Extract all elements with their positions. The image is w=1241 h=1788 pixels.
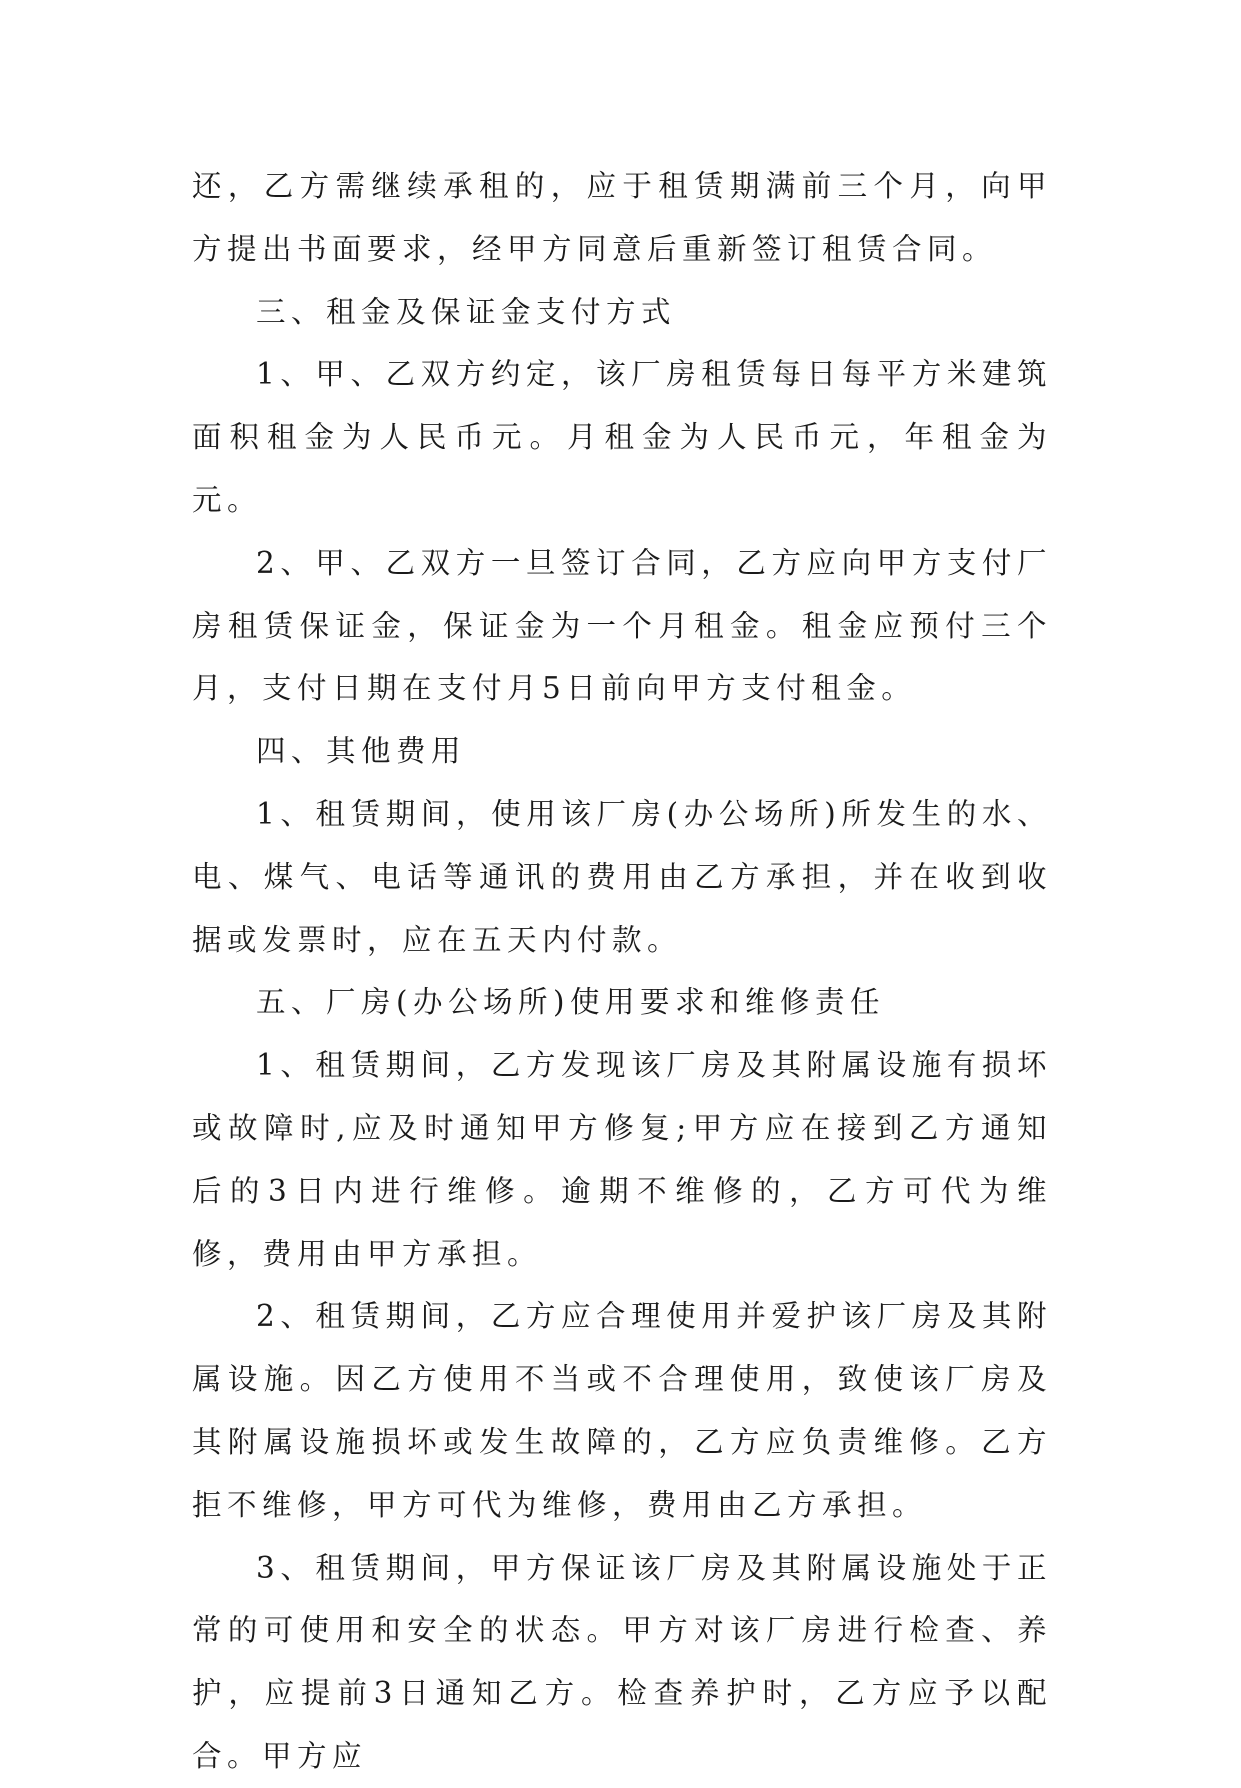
paragraph-deposit-payment: 2、甲、乙双方一旦签订合同，乙方应向甲方支付厂房租赁保证金，保证金为一个月租金。租金应预付三个月，支付日期在支付月5日前向甲方支付租金。 bbox=[192, 545, 1052, 706]
paragraph-utilities: 1、租赁期间，使用该厂房(办公场所)所发生的水、电、煤气、电话等通讯的费用由乙方承担，并在收到收据或发票时，应在五天内付款。 bbox=[192, 796, 1052, 957]
heading-usage-and-maintenance: 五、厂房(办公场所)使用要求和维修责任 bbox=[256, 985, 886, 1020]
paragraph-maintenance-3: 3、租赁期间，甲方保证该厂房及其附属设施处于正常的可使用和安全的状态。甲方对该厂房进行检查、养护，应提前3日通知乙方。检查养护时，乙方应予以配合。甲方应 bbox=[192, 1550, 1052, 1773]
document-body bbox=[192, 155, 1052, 1788]
paragraph-maintenance-1: 1、租赁期间，乙方发现该厂房及其附属设施有损坏或故障时,应及时通知甲方修复;甲方应在接到乙方通知后的3日内进行维修。逾期不维修的，乙方可代为维修，费用由甲方承担。 bbox=[192, 1048, 1052, 1271]
heading-rent-and-deposit: 三、租金及保证金支付方式 bbox=[256, 294, 677, 329]
paragraph-lease-renewal: 还，乙方需继续承租的，应于租赁期满前三个月，向甲方提出书面要求，经甲方同意后重新签订租赁合同。 bbox=[192, 169, 1052, 266]
heading-other-fees: 四、其他费用 bbox=[256, 734, 467, 769]
paragraph-maintenance-2: 2、租赁期间，乙方应合理使用并爱护该厂房及其附属设施。因乙方使用不当或不合理使用，致使该厂房及其附属设施损坏或发生故障的，乙方应负责维修。乙方拒不维修，甲方可代为维修，费用由乙方承担。 bbox=[192, 1299, 1052, 1522]
paragraph-rent-amount: 1、甲、乙双方约定，该厂房租赁每日每平方米建筑面积租金为人民币元。月租金为人民币元，年租金为元。 bbox=[192, 357, 1052, 517]
